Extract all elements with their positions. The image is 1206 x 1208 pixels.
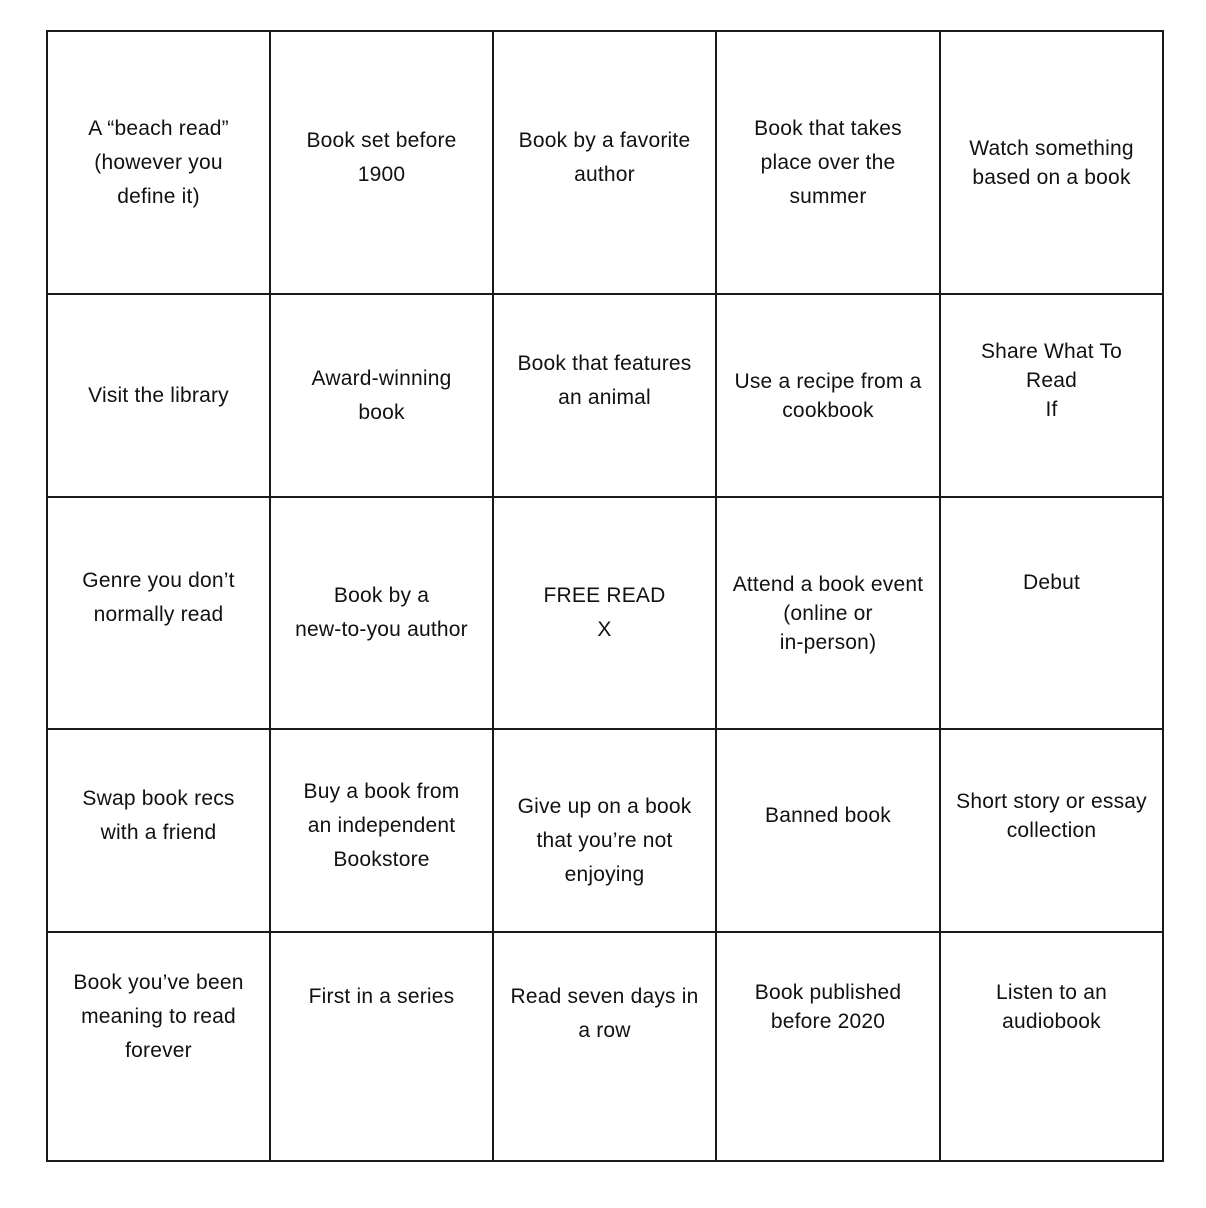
bingo-cell-text: Watch something based on a book — [969, 136, 1134, 189]
bingo-cell-text: Book that takes place over the summer — [754, 116, 902, 208]
bingo-cell[interactable] — [941, 498, 1162, 730]
bingo-cell[interactable] — [717, 933, 941, 1160]
bingo-cell[interactable] — [48, 730, 271, 933]
bingo-cell-text: A “beach read” (however you define it) — [88, 116, 229, 208]
bingo-cell[interactable] — [271, 730, 494, 933]
bingo-cell[interactable] — [941, 295, 1162, 498]
bingo-cell[interactable] — [494, 730, 717, 933]
bingo-cell-text: Give up on a book that you’re not enjoying — [517, 794, 692, 886]
bingo-cell-text: Visit the library — [88, 383, 229, 407]
bingo-cell-text: Book you’ve been meaning to read forever — [73, 970, 244, 1062]
bingo-cell[interactable] — [48, 295, 271, 498]
bingo-cell[interactable] — [494, 933, 717, 1160]
bingo-cell-text: Book set before 1900 — [306, 128, 457, 186]
bingo-cell-text: Share What To Read If — [980, 340, 1123, 421]
bingo-cell-text: Award-winning book — [311, 366, 452, 424]
reading-bingo-board — [46, 30, 1164, 1162]
bingo-cell[interactable] — [717, 730, 941, 933]
bingo-cell[interactable] — [48, 933, 271, 1160]
bingo-cell-text: First in a series — [308, 985, 455, 1008]
bingo-cell-text: Book published before 2020 — [754, 981, 902, 1033]
bingo-cell[interactable] — [271, 933, 494, 1160]
bingo-cell-text: Read seven days in a row — [510, 985, 699, 1042]
bingo-cell[interactable] — [48, 32, 271, 295]
bingo-cell[interactable] — [494, 295, 717, 498]
bingo-cell[interactable] — [494, 32, 717, 295]
bingo-cell[interactable] — [941, 933, 1162, 1160]
bingo-cell-text: Short story or essay collection — [956, 789, 1147, 842]
bingo-cell-text: Attend a book event (online or in-person) — [732, 572, 924, 654]
bingo-cell-text: Use a recipe from a cookbook — [734, 369, 922, 422]
bingo-cell[interactable] — [48, 498, 271, 730]
bingo-cell-text: Genre you don’t normally read — [82, 569, 235, 626]
bingo-cell[interactable] — [494, 498, 717, 730]
bingo-cell-text: Debut — [1022, 571, 1081, 594]
bingo-cell-text: Buy a book from an independent Bookstore — [303, 779, 460, 871]
bingo-cell[interactable] — [941, 32, 1162, 295]
bingo-cell-text: Book that features an animal — [517, 351, 692, 409]
bingo-cell[interactable] — [271, 498, 494, 730]
bingo-cell-text: Book by a new-to-you author — [295, 584, 468, 641]
bingo-cell-text: Book by a favorite author — [518, 128, 691, 186]
bingo-cell[interactable] — [717, 295, 941, 498]
bingo-cell-text: Listen to an audiobook — [996, 981, 1107, 1033]
bingo-cell[interactable] — [271, 295, 494, 498]
bingo-cell-text: Banned book — [765, 803, 891, 827]
bingo-cell[interactable] — [717, 498, 941, 730]
bingo-cell[interactable] — [271, 32, 494, 295]
bingo-cell[interactable] — [717, 32, 941, 295]
bingo-cell-text: FREE READ X — [543, 584, 666, 641]
bingo-cell[interactable] — [941, 730, 1162, 933]
bingo-cell-text: Swap book recs with a friend — [82, 786, 235, 844]
